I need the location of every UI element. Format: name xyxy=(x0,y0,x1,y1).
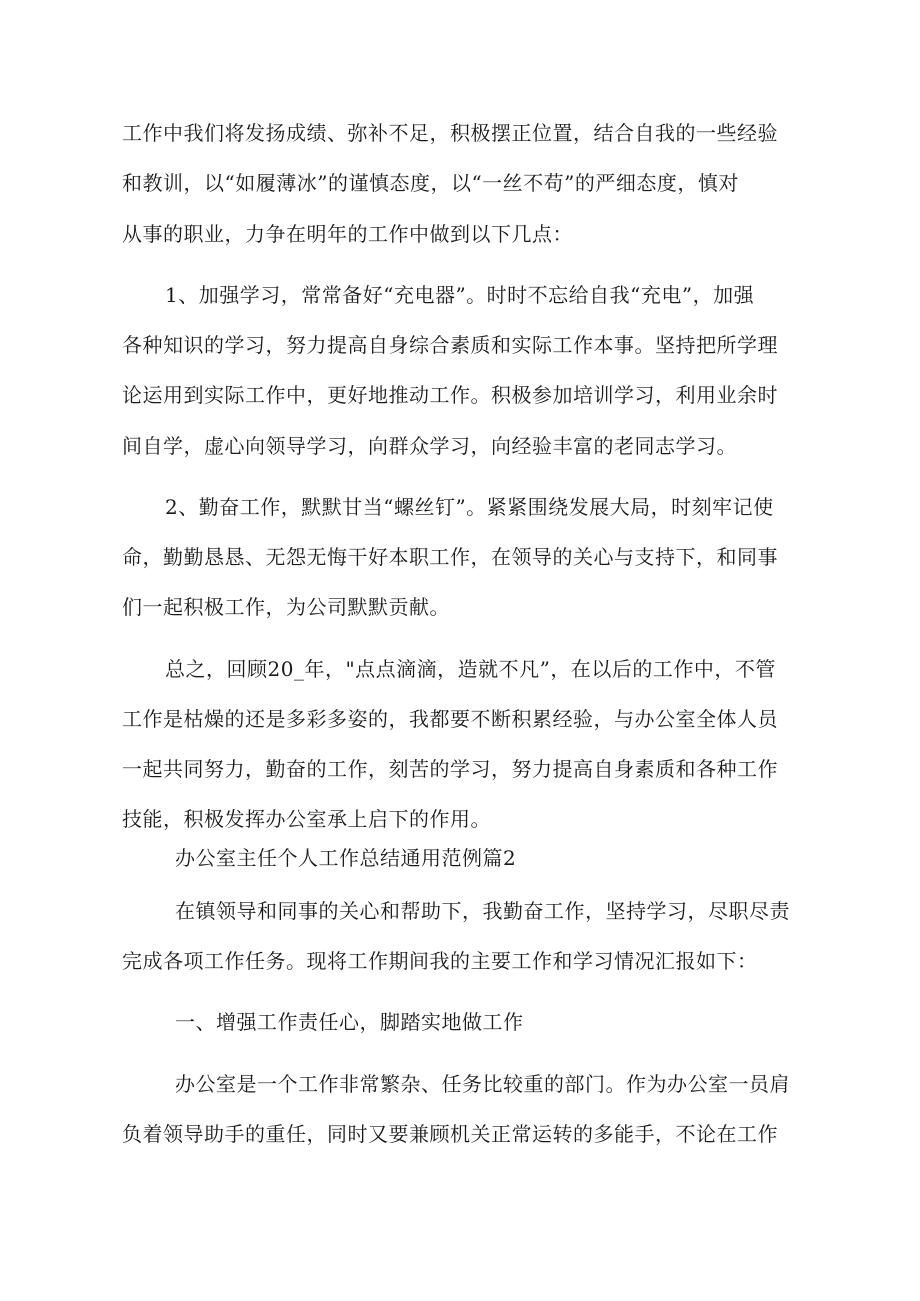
paragraph-line: 1、加强学习，常常备好“充电器”。时时不忘给自我“充电”，加强 xyxy=(165,283,755,307)
paragraph-line: 办公室是一个工作非常繁杂、任务比较重的部门。作为办公室一员肩 xyxy=(175,1072,790,1096)
paragraph-line: 技能，积极发挥办公室承上启下的作用。 xyxy=(122,807,491,831)
paragraph-line: 各种知识的学习，努力提高自身综合素质和实际工作本事。坚持把所学理 xyxy=(122,333,778,357)
paragraph-line: 工作中我们将发扬成绩、弥补不足，积极摆正位置，结合自我的一些经验 xyxy=(122,121,778,145)
paragraph-line: 命，勤勤恳恳、无怨无悔干好本职工作，在领导的关心与支持下，和同事 xyxy=(122,545,778,569)
paragraph-line: 间自学，虚心向领导学习，向群众学习，向经验丰富的老同志学习。 xyxy=(122,434,737,458)
paragraph-line: 2、勤奋工作，默默甘当“螺丝钉”。紧紧围绕发展大局，时刻牢记使 xyxy=(165,495,774,519)
paragraph-line: 们一起积极工作，为公司默默贡献。 xyxy=(122,595,450,619)
paragraph-line: 从事的职业，力争在明年的工作中做到以下几点： xyxy=(122,222,573,246)
paragraph-line: 负着领导助手的重任，同时又要兼顾机关正常运转的多能手，不论在工作 xyxy=(122,1122,778,1146)
paragraph-line: 总之，回顾20_年，"点点滴滴，造就不凡”，在以后的工作中，不管 xyxy=(165,657,776,681)
paragraph-line: 论运用到实际工作中，更好地推动工作。积极参加培训学习，利用业余时 xyxy=(122,383,778,407)
paragraph-line: 和教训，以“如履薄冰”的谨慎态度，以“一丝不苟”的严细态度，慎对 xyxy=(122,171,739,195)
paragraph-line: 在镇领导和同事的关心和帮助下，我勤奋工作，坚持学习，尽职尽责 xyxy=(175,899,790,923)
subheading: 一、增强工作责任心，脚踏实地做工作 xyxy=(175,1010,524,1034)
paragraph-line: 一起共同努力，勤奋的工作，刻苦的学习，努力提高自身素质和各种工作 xyxy=(122,757,778,781)
section-title: 办公室主任个人工作总结通用范例篇2 xyxy=(175,846,517,870)
paragraph-line: 完成各项工作任务。现将工作期间我的主要工作和学习情况汇报如下： xyxy=(122,949,758,973)
paragraph-line: 工作是枯燥的还是多彩多姿的，我都要不断积累经验，与办公室全体人员 xyxy=(122,707,778,731)
